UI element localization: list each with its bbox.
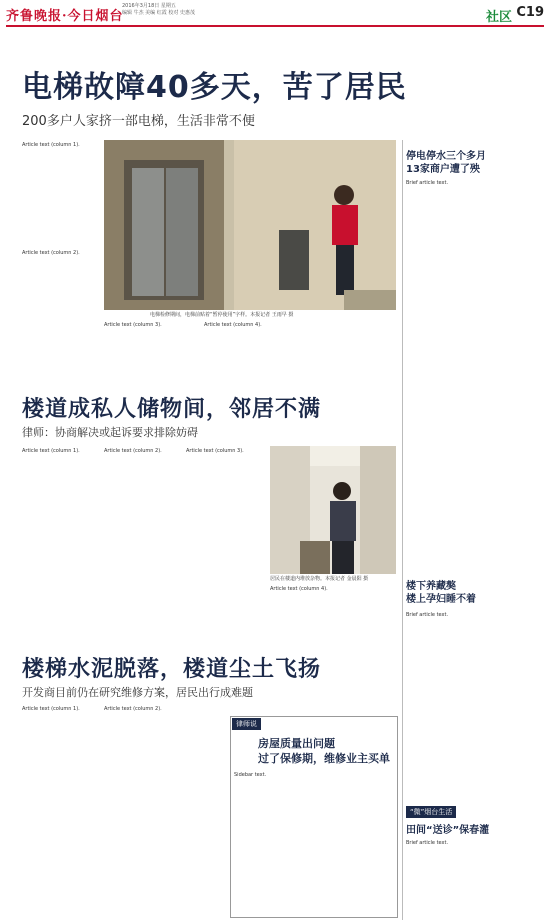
story2-photo-caption: 居民在楼道内堆放杂物。本报记者 金晨阳 摄: [270, 576, 369, 582]
masthead: [0, 0, 550, 30]
side1-headline: 停电停水三个多月 13家商户遭了殃: [406, 151, 486, 175]
law-sidebar-body: Sidebar text.: [234, 772, 267, 778]
story1-body-a: Article text (column 1).: [22, 142, 80, 148]
story1-body-c: Article text (column 3).: [104, 322, 162, 328]
story2-body-c: Article text (column 3).: [186, 448, 244, 454]
story3-headline: 楼梯水泥脱落，楼道尘土飞扬: [22, 657, 322, 682]
side1-body: Brief article text.: [406, 180, 449, 186]
side3-body: Brief article text.: [406, 840, 449, 846]
side2-headline: 楼下养藏獒 楼上孕妇睡不着: [406, 581, 476, 605]
side3-headline: 田间“送诊”保春灌: [406, 825, 490, 836]
story2-headline: 楼道成私人储物间，邻居不满: [22, 397, 322, 422]
story3-body-b: Article text (column 2).: [104, 706, 162, 712]
story1-body-b: Article text (column 2).: [22, 250, 80, 256]
story2-body-a: Article text (column 1).: [22, 448, 80, 454]
section-label: 社区: [485, 10, 512, 25]
story2-photo: [270, 446, 396, 574]
story2-subhead: 律师：协商解决或起诉要求排除妨碍: [22, 426, 198, 439]
story1-photo-caption: 电梯检修期间，电梯前贴着“暂停使用”字样。本报记者 王雨早 摄: [150, 312, 294, 318]
story1-headline: 电梯故障40多天，苦了居民: [22, 70, 407, 105]
column-divider: [402, 140, 403, 920]
page-number: C19: [516, 5, 544, 20]
story2-body-b: Article text (column 2).: [104, 448, 162, 454]
law-sidebar-tag: 律师说: [232, 718, 261, 730]
law-sidebar-title: 房屋质量出问题 过了保修期，维修业主买单: [258, 737, 390, 765]
story1-photo: [104, 140, 396, 310]
story3-subhead: 开发商目前仍在研究维修方案，居民出行成难题: [22, 686, 253, 699]
dateline: 2016年3月18日 星期五 编辑 牛杰 美编 红霞 校对 史惠茂: [122, 3, 195, 16]
story3-body-a: Article text (column 1).: [22, 706, 80, 712]
story1-body-d: Article text (column 4).: [204, 322, 262, 328]
newspaper-logo: 齐鲁晚报·今日烟台: [6, 9, 124, 24]
story1-subhead: 200多户人家挤一部电梯，生活非常不便: [22, 114, 255, 129]
story2-body-d: Article text (column 4).: [270, 586, 328, 592]
side2-body: Brief article text.: [406, 612, 449, 618]
side3-tag: “微”烟台生活: [406, 806, 456, 818]
header-rule: [6, 25, 544, 27]
